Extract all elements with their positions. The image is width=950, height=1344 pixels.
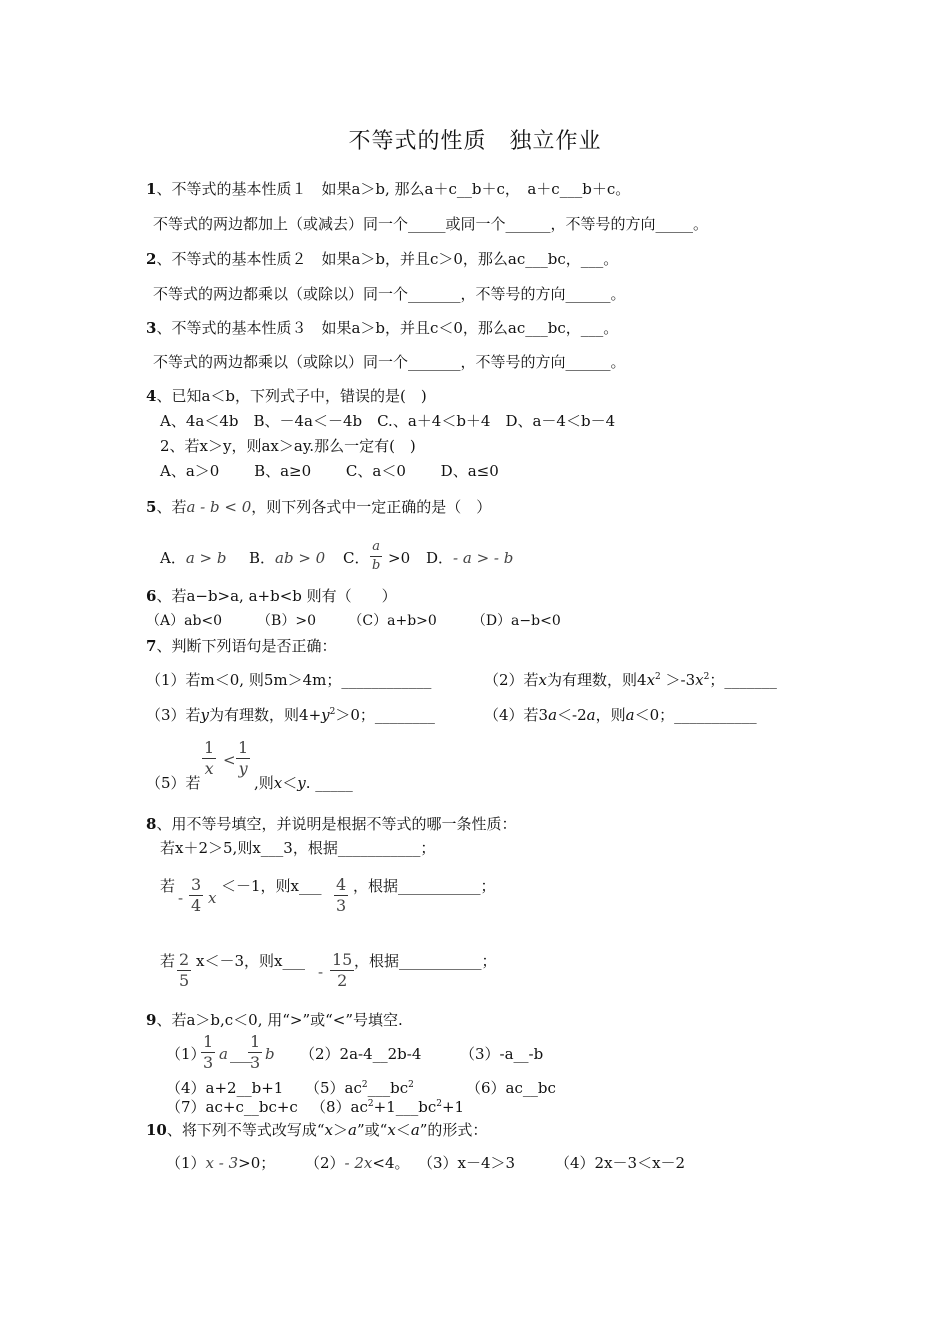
text: （8）ac <box>311 1098 368 1116</box>
question-1-sub: 不等式的两边都加上（或减去）同一个_____或同一个______，不等号的方向_____。 <box>153 215 709 233</box>
text: ＞ <box>333 1121 349 1139</box>
option-c-label: C． <box>343 549 370 567</box>
variable: x <box>387 1121 396 1139</box>
question-6-options: （A）ab<0 （B）>0 （C）a+b>0 （D）a−b<0 <box>146 613 561 629</box>
question-4-sub-options: A、a＞0 B、a≥0 C、a＜0 D、a≤0 <box>160 462 499 480</box>
item-10-3: （3）x－4＞3 <box>418 1154 516 1172</box>
question-text: 、不等式的基本性质１ 如果a＞b, 那么a＋c__b＋c， a＋c___b＋c。 <box>156 180 631 198</box>
variable: a <box>348 1121 357 1139</box>
question-7 <box>146 636 336 656</box>
question-number: 7 <box>146 637 157 655</box>
question-6 <box>146 586 397 606</box>
numerator: 1 <box>204 738 215 757</box>
item-9-3: （3）-a__-b <box>460 1045 544 1063</box>
fraction-1-over-y <box>236 738 250 779</box>
option-label: A． <box>160 549 186 567</box>
text: ＜-2 <box>557 706 587 724</box>
minus-sign: - <box>318 963 324 981</box>
question-text-tail: ，则下列各式中一定正确的是（ ） <box>251 498 492 516</box>
variable-a: a <box>219 1045 228 1063</box>
question-3 <box>146 318 618 338</box>
text: ”的形式： <box>419 1121 488 1139</box>
fraction-1-over-x <box>202 738 216 779</box>
option-b <box>249 548 325 568</box>
question-4-sub: 2、若x＞y，则ax＞ay.那么一定有( ) <box>160 437 416 455</box>
expression: - 2x <box>344 1154 373 1172</box>
question-number: 1 <box>146 180 157 198</box>
item-7-4 <box>484 705 757 725</box>
question-text: 、判断下列语句是否正确： <box>156 637 337 655</box>
numerator: 2 <box>179 950 190 969</box>
numerator: 1 <box>238 738 249 757</box>
question-4 <box>146 386 427 406</box>
superscript: 2 <box>367 1099 374 1109</box>
fraction-1-3 <box>248 1032 262 1073</box>
question-text: 、已知a＜b，下列式子中，错误的是( ) <box>156 387 427 405</box>
question-number: 10 <box>146 1121 167 1139</box>
question-3-sub: 不等式的两边都乘以（或除以）同一个_______，不等号的方向______。 <box>153 353 626 371</box>
question-5 <box>146 497 491 517</box>
variable: x <box>324 1121 334 1139</box>
text: ＞-3 <box>660 671 696 689</box>
variable: x <box>646 671 656 689</box>
blank: ___ <box>230 1045 253 1063</box>
item-9-2: （2）2a-4__2b-4 <box>300 1045 422 1063</box>
condition-expression: a - b < 0 <box>186 498 252 516</box>
text: >0； <box>238 1154 276 1172</box>
variable: a <box>410 1121 420 1139</box>
item-8-3-start: 若 <box>160 952 176 970</box>
option-d <box>426 548 513 568</box>
item-9-8 <box>311 1097 464 1117</box>
item-8-3-middle: x＜－3，则x___ <box>196 952 305 970</box>
text: . _____ <box>305 774 353 792</box>
option-c-fraction <box>370 538 382 575</box>
question-8 <box>146 814 516 834</box>
question-text: 、若 <box>156 498 187 516</box>
item-8-2-middle: ＜－1，则x___ <box>221 877 322 895</box>
text: （4）若3 <box>484 706 549 724</box>
question-text: 、用不等号填空，并说明是根据不等式的哪一条性质： <box>156 815 517 833</box>
text: （5）ac <box>305 1079 362 1097</box>
item-10-4: （4）2x－3＜x－2 <box>555 1154 686 1172</box>
variable: a <box>625 706 635 724</box>
question-2 <box>146 249 618 269</box>
denominator: 5 <box>179 971 190 990</box>
question-number: 3 <box>146 319 157 337</box>
less-than-sign: < <box>223 751 236 769</box>
denominator: 3 <box>250 1053 261 1072</box>
denominator: x <box>204 759 214 778</box>
question-text: 、不等式的基本性质３ 如果a＞b，并且c＜0，那么ac___bc，___。 <box>156 319 619 337</box>
variable: x <box>273 774 283 792</box>
text: ___bc <box>367 1079 409 1097</box>
option-expression: ab > 0 <box>275 549 326 567</box>
text: ＜0；___________ <box>634 706 757 724</box>
text: ,则 <box>254 774 274 792</box>
denominator: 3 <box>336 896 347 915</box>
denominator: 3 <box>203 1053 214 1072</box>
text: ＞0；________ <box>335 706 435 724</box>
text: 、将下列不等式改写成“ <box>166 1121 325 1139</box>
item-8-3-end: ，根据___________； <box>354 952 497 970</box>
option-c-tail: >0 <box>388 549 411 567</box>
item-7-1: （1）若m＜0, 则5m＞4m；____________ <box>146 671 432 689</box>
denominator: b <box>372 558 381 573</box>
denominator: 2 <box>337 971 348 990</box>
question-number: 5 <box>146 498 157 516</box>
item-9-4: （4）a+2__b+1 <box>166 1079 284 1097</box>
variable-b: b <box>265 1045 275 1063</box>
text: （1） <box>166 1154 206 1172</box>
numerator: 3 <box>191 875 202 894</box>
text: <4。 <box>372 1154 410 1172</box>
item-9-6: （6）ac__bc <box>466 1079 556 1097</box>
superscript: 2 <box>408 1080 414 1090</box>
superscript: 2 <box>361 1080 368 1090</box>
question-number: 6 <box>146 587 157 605</box>
variable: x <box>695 671 704 689</box>
question-number: 9 <box>146 1011 157 1029</box>
text: +1 <box>441 1098 465 1116</box>
item-8-2-start: 若 <box>160 877 176 895</box>
superscript: 2 <box>329 707 336 717</box>
option-expression: a > b <box>185 549 227 567</box>
item-8-2-end: ，根据___________； <box>353 877 496 895</box>
question-text: 、不等式的基本性质２ 如果a＞b，并且c＞0，那么ac___bc，___。 <box>156 250 619 268</box>
item-10-2 <box>305 1153 410 1173</box>
fraction-3-4 <box>189 875 203 916</box>
variable: y <box>200 706 210 724</box>
fraction-15-2 <box>330 950 354 991</box>
option-expression: - a > - b <box>453 549 514 567</box>
item-9-1-label: （1） <box>166 1045 206 1063</box>
numerator: 1 <box>250 1032 261 1051</box>
variable-x: x <box>208 889 217 907</box>
item-7-5-end <box>254 773 353 793</box>
question-number: 2 <box>146 250 157 268</box>
numerator: 15 <box>332 950 353 969</box>
item-7-5-start: （5）若 <box>146 774 201 792</box>
question-2-sub: 不等式的两边都乘以（或除以）同一个_______，不等号的方向______。 <box>153 285 626 303</box>
text: ＜ <box>282 774 298 792</box>
fraction-1-3 <box>201 1032 215 1073</box>
question-1 <box>146 179 630 199</box>
denominator: y <box>238 759 248 778</box>
text: （2） <box>305 1154 345 1172</box>
text: +1___bc <box>373 1098 437 1116</box>
denominator: 4 <box>191 896 202 915</box>
numerator: a <box>372 539 381 554</box>
text: （3）若 <box>146 706 201 724</box>
option-label: B． <box>249 549 276 567</box>
item-7-2 <box>484 670 777 690</box>
text: ，则 <box>595 706 626 724</box>
question-text: 、若a＞b,c＜0, 用“>”或“<”号填空. <box>156 1011 403 1029</box>
question-4-options: A、4a＜4b B、－4a＜－4b C.、a＋4＜b＋4 D、a－4＜b－4 <box>160 412 616 430</box>
numerator: 1 <box>203 1032 214 1051</box>
variable: y <box>321 706 330 724</box>
superscript: 2 <box>655 672 661 682</box>
option-a <box>160 548 227 568</box>
text: ；_______ <box>709 671 777 689</box>
fraction-2-5 <box>177 950 191 991</box>
variable: a <box>586 706 596 724</box>
text: （2）若 <box>484 671 539 689</box>
text: 为有理数，则4+ <box>209 706 322 724</box>
question-text: 、若a−b>a, a+b<b 则有（ ） <box>156 587 397 605</box>
text: ”或“ <box>356 1121 388 1139</box>
question-10 <box>146 1120 487 1140</box>
item-8-1: 若x＋2＞5,则x___3，根据___________； <box>160 839 436 857</box>
fraction-4-3 <box>334 875 348 916</box>
question-9 <box>146 1010 403 1030</box>
question-number: 8 <box>146 815 157 833</box>
superscript: 2 <box>703 672 710 682</box>
expression: x - 3 <box>205 1154 239 1172</box>
numerator: 4 <box>336 875 347 894</box>
item-9-7: （7）ac+c__bc+c <box>166 1098 298 1116</box>
question-number: 4 <box>146 387 157 405</box>
superscript: 2 <box>436 1099 442 1109</box>
page-title: 不等式的性质 独立作业 <box>348 129 602 154</box>
item-9-5 <box>305 1078 414 1098</box>
variable: y <box>297 774 306 792</box>
text: 为有理数，则4 <box>547 671 647 689</box>
variable: a <box>548 706 558 724</box>
text: ＜ <box>395 1121 411 1139</box>
variable: x <box>538 671 548 689</box>
minus-sign: - <box>178 889 184 907</box>
option-label: D． <box>426 549 454 567</box>
item-7-3 <box>146 705 435 725</box>
item-10-1 <box>166 1153 275 1173</box>
